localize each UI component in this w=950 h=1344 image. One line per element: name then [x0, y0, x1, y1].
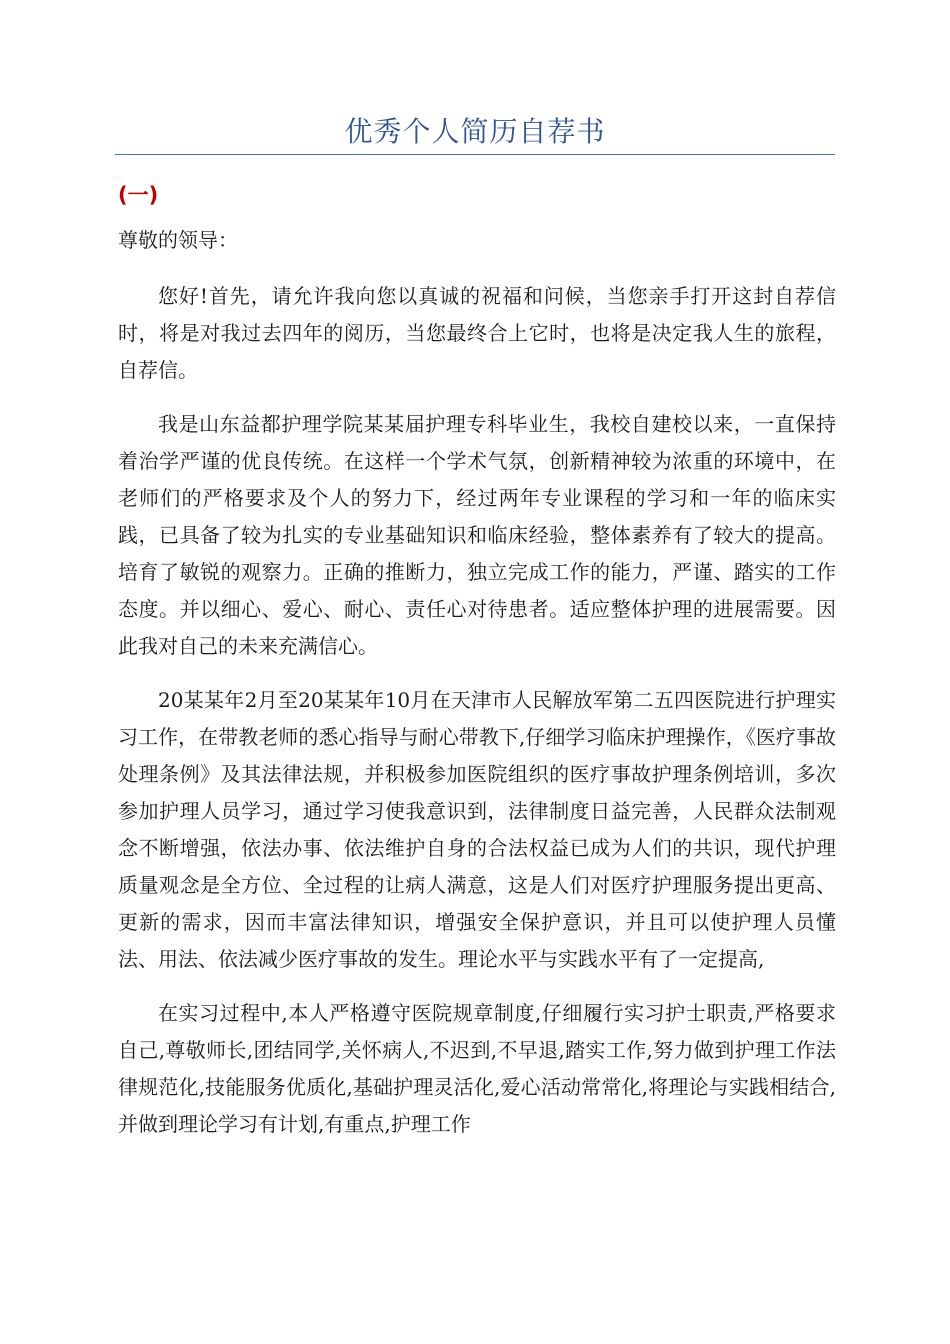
paragraph-introduction: 我是山东益都护理学院某某届护理专科毕业生，我校自建校以来，一直保持着治学严谨的优良传统。在这样一个学术气氛，创新精神较为浓重的环境中，在老师们的严格要求及个人的努力下，经过两年专业课程的学习和一年的临床实践，已具备了较为扎实的专业基础知识和临床经验，整体素养有了较大的提高。培育了敏锐的观察力。正确的推断力，独立完成工作的能力，严谨、踏实的工作态度。并以细心、爱心、耐心、责任心对待患者。适应整体护理的进展需要。因此我对自己的未来充满信心。: [118, 412, 836, 658]
paragraph-internship: 20某某年2月至20某某年10月在天津市人民解放军第二五四医院进行护理实习工作，在带教老师的悉心指导与耐心带教下,仔细学习临床护理操作，《医疗事故处理条例》及其法律法规，并积极参加医院组织的医疗事故护理条例培训，多次参加护理人员学习，通过学习使我意识到，法律制度日益完善，人民群众法制观念不断增强，依法办事、依法维护自身的合法权益已成为人们的共识，现代护理质量观念是全方位、全过程的让病人满意，这是人们对医疗护理服务提出更高、更新的需求，因而丰富法律知识，增强安全保护意识，并且可以使护理人员懂法、用法、依法减少医疗事故的发生。理论水平与实践水平有了一定提高,: [118, 688, 836, 971]
letter-body: [118, 278, 836, 1160]
title-underline: [115, 154, 835, 155]
paragraph-greeting: 您好!首先，请允许我向您以真诚的祝福和问候，当您亲手打开这封自荐信时，将是对我过去四年的阅历，当您最终合上它时，也将是决定我人生的旅程，自荐信。: [118, 284, 836, 382]
salutation: 尊敬的领导：: [118, 228, 238, 252]
paragraph-conduct: 在实习过程中,本人严格遵守医院规章制度,仔细履行实习护士职责,严格要求自己,尊敬师长,团结同学,关怀病人,不迟到,不早退,踏实工作,努力做到护理工作法律规范化,技能服务优质化,基础护理灵活化,爱心活动常常化,将理论与实践相结合,并做到理论学习有计划,有重点,护理工作: [118, 1001, 836, 1136]
section-marker: (一): [118, 183, 159, 207]
document-title: 优秀个人简历自荐书: [344, 115, 606, 148]
